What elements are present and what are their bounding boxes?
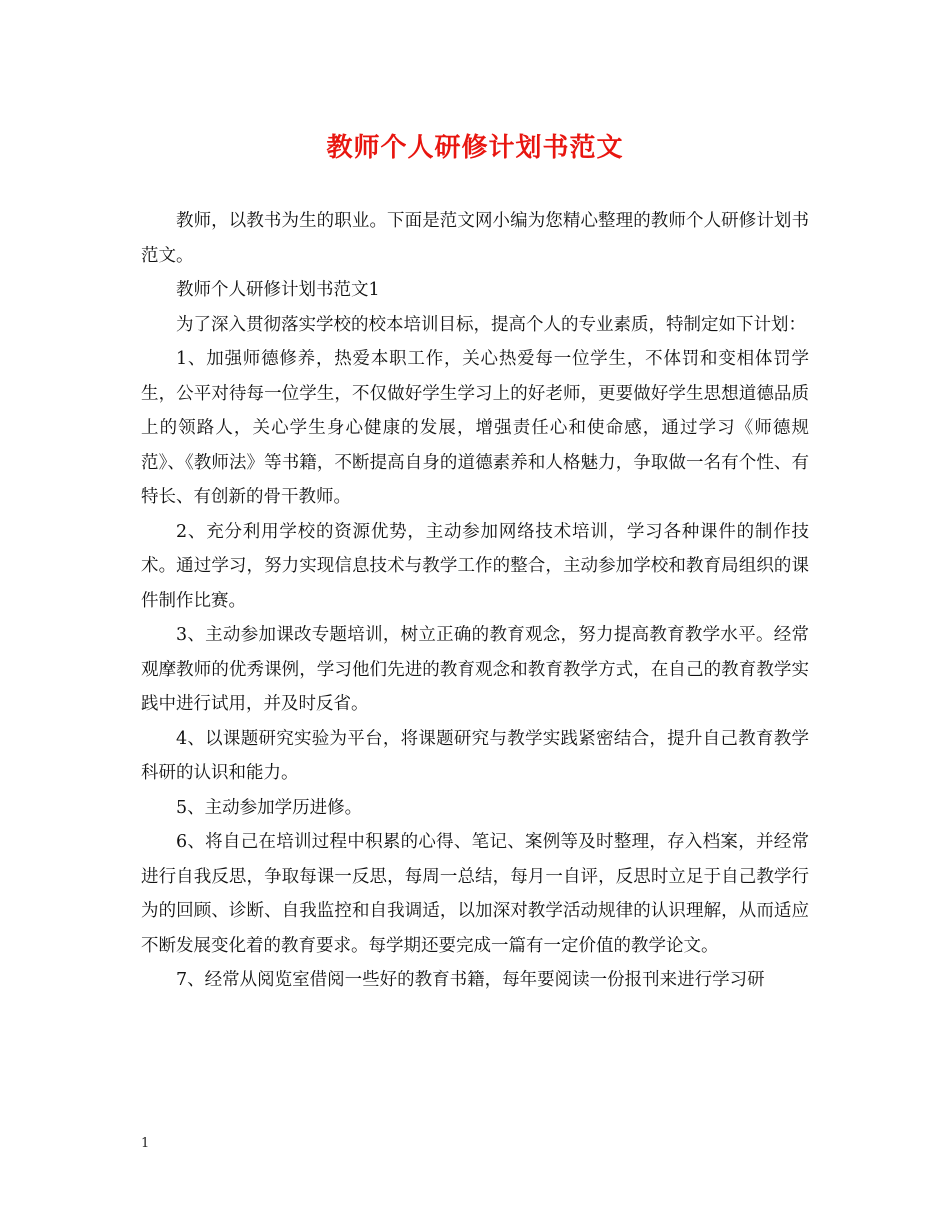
page-number: 1 xyxy=(141,1136,150,1151)
list-item-6: 6、将自己在培训过程中积累的心得、笔记、案例等及时整理，存入档案，并经常进行自我反思，争取每课一反思，每周一总结，每月一自评，反思时立足于自己教学行为的回顾、诊断、自我监控和自我调适，以加深对教学活动规律的认识理解，从而适应不断发展变化着的教育要求。每学期还要完成一篇有一定价值的教学论文。 xyxy=(141,832,809,956)
list-item-4: 4、以课题研究实验为平台，将课题研究与教学实践紧密结合，提升自己教育教学科研的认识和能力。 xyxy=(141,728,809,783)
section-heading: 教师个人研修计划书范文1 xyxy=(176,280,380,300)
list-item-5: 5、主动参加学历进修。 xyxy=(176,797,363,818)
list-item-2: 2、充分利用学校的资源优势，主动参加网络技术培训，学习各种课件的制作技术。通过学习，努力实现信息技术与教学工作的整合，主动参加学校和教育局组织的课件制作比赛。 xyxy=(141,521,809,611)
list-item-3: 3、主动参加课改专题培训，树立正确的教育观念，努力提高教育教学水平。经常观摩教师的优秀课例，学习他们先进的教育观念和教育教学方式，在自己的教育教学实践中进行试用，并及时反省。 xyxy=(141,625,809,714)
paragraph: 为了深入贯彻落实学校的校本培训目标，提高个人的专业素质，特制定如下计划： xyxy=(176,314,806,335)
document-title: 教师个人研修计划书范文 xyxy=(326,133,624,163)
list-item-7: 7、经常从阅览室借阅一些好的教育书籍，每年要阅读一份报刊来进行学习研 xyxy=(176,970,765,990)
list-item-1: 1、加强师德修养，热爱本职工作，关心热爱每一位学生，不体罚和变相体罚学生，公平对待每一位学生，不仅做好学生学习上的好老师，更要做好学生思想道德品质上的领路人，关心学生身心健康的发展，增强责任心和使命感，通过学习《师德规范》、《教师法》等书籍，不断提高自身的道德素养和人格魅力，争取做一名有个性、有特长、有创新的骨干教师。 xyxy=(141,349,809,507)
document-body xyxy=(141,204,809,998)
intro-paragraph: 教师，以教书为生的职业。下面是范文网小编为您精心整理的教师个人研修计划书范文。 xyxy=(141,211,809,266)
